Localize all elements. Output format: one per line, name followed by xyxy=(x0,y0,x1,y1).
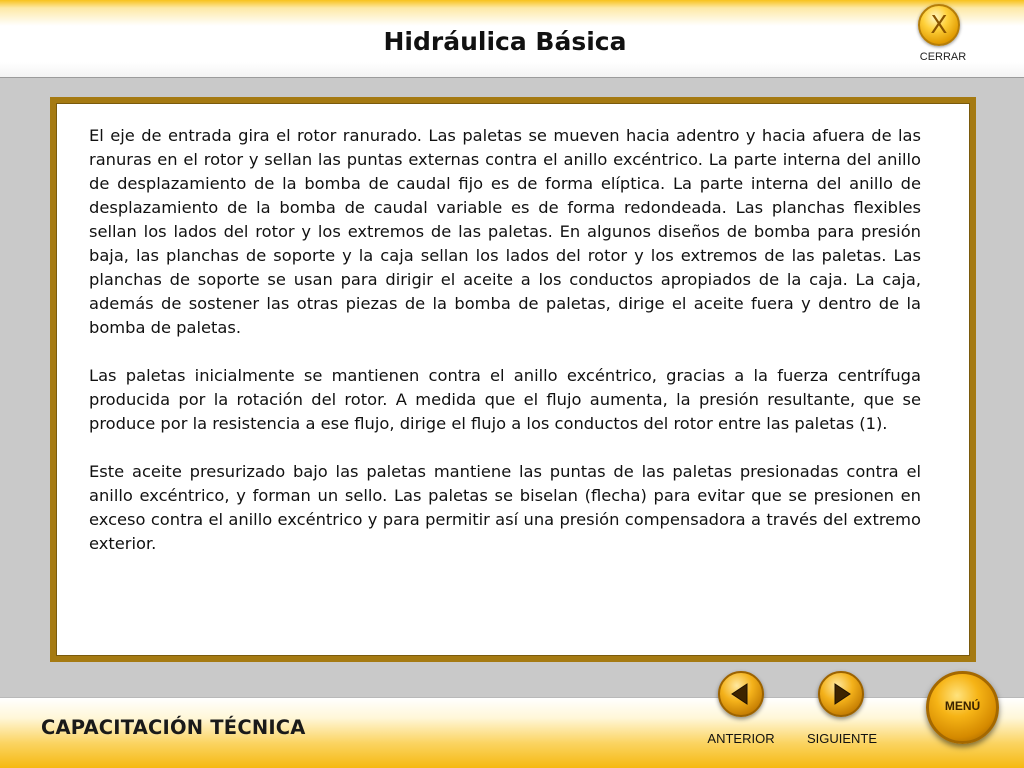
arrow-right-icon xyxy=(828,681,854,707)
close-button[interactable] xyxy=(918,4,960,46)
menu-button[interactable] xyxy=(926,671,999,744)
previous-label[interactable]: ANTERIOR xyxy=(707,731,775,746)
page-title: Hidráulica Básica xyxy=(383,27,627,56)
previous-button[interactable] xyxy=(718,671,764,717)
close-label[interactable]: CERRAR xyxy=(919,51,967,63)
menu-label: MENÚ xyxy=(944,698,981,713)
paragraph-3: Este aceite presurizado bajo las paletas mantiene las puntas de las paletas presionadas contra el anillo excéntrico, y forman un sello. Las paletas se biselan (flecha) para evitar que se presionen en exceso contra el anillo excéntrico y para permitir así una presión compensadora a través del extremo exterior. xyxy=(89,462,921,553)
close-icon: X xyxy=(930,9,948,39)
content-panel xyxy=(50,97,976,662)
arrow-left-icon xyxy=(728,681,754,707)
paragraph-1: El eje de entrada gira el rotor ranurado. Las paletas se mueven hacia adentro y hacia afuera de las ranuras en el rotor y sellan las puntas externas contra el anillo excéntrico. La parte interna del anillo de desplazamiento de la bomba de caudal fijo es de forma elíptica. La parte interna del anillo de desplazamiento de la bomba de caudal variable es de forma redondeada. Las planchas flexibles sellan los lados del rotor y los extremos de las paletas. En algunos diseños de bomba para presión baja, las planchas de soporte y la caja sellan los lados del rotor y los extremos de las paletas. Las planchas de soporte se usan para dirigir el aceite a los conductos apropiados de la caja. La caja, además de sostener las otras piezas de la bomba de paletas, dirige el aceite fuera y dentro de la bomba de paletas. xyxy=(89,126,921,337)
next-label[interactable]: SIGUIENTE xyxy=(806,731,878,746)
next-button[interactable] xyxy=(818,671,864,717)
paragraph-2: Las paletas inicialmente se mantienen contra el anillo excéntrico, gracias a la fuerza centrífuga producida por la rotación del rotor. A medida que el flujo aumenta, la presión resultante, que se produce por la resistencia a ese flujo, dirige el flujo a los conductos del rotor entre las paletas (1). xyxy=(89,366,921,433)
content-text xyxy=(89,124,921,580)
brand-title: CAPACITACIÓN TÉCNICA xyxy=(41,716,306,739)
